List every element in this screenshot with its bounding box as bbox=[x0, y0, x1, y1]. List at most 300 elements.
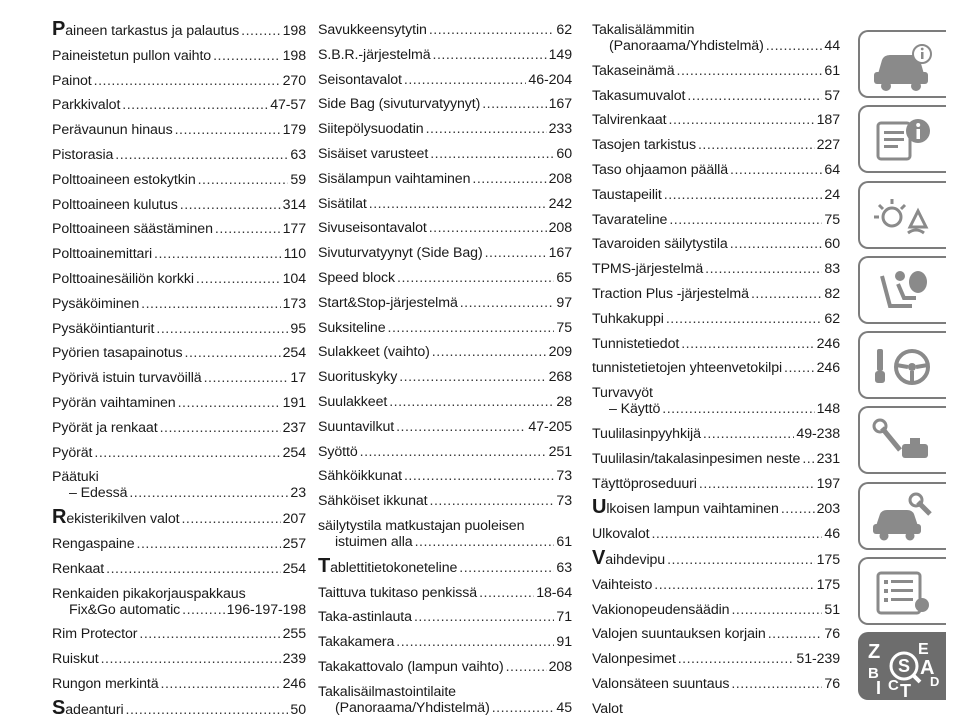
dot-leader bbox=[698, 137, 815, 153]
index-entry[interactable] bbox=[592, 212, 840, 228]
page-number: 208 bbox=[548, 220, 572, 237]
index-entry[interactable] bbox=[52, 296, 306, 312]
page-number: 44 bbox=[824, 38, 840, 54]
index-entry[interactable] bbox=[318, 344, 572, 360]
index-entry[interactable] bbox=[592, 626, 840, 642]
index-entry-label: Polttoainemittari bbox=[52, 246, 153, 263]
index-column-3 bbox=[592, 22, 840, 717]
index-entry-label: Savukkeensytytin bbox=[318, 22, 427, 38]
index-entry[interactable] bbox=[592, 496, 840, 519]
index-heading-label: säilytystila matkustajan puoleisen bbox=[318, 517, 525, 534]
index-heading[interactable] bbox=[52, 469, 306, 485]
index-entry[interactable] bbox=[318, 394, 572, 410]
page-number: 237 bbox=[282, 419, 306, 436]
page-number: 231 bbox=[816, 450, 840, 467]
page-number: 173 bbox=[282, 295, 306, 312]
index-entry[interactable] bbox=[318, 245, 572, 261]
index-entry[interactable] bbox=[318, 369, 572, 385]
page-number: 251 bbox=[548, 443, 572, 460]
index-entry[interactable] bbox=[592, 602, 840, 618]
index-entry[interactable] bbox=[318, 700, 572, 716]
index-entry[interactable] bbox=[318, 444, 572, 460]
page-number: 167 bbox=[548, 245, 572, 262]
index-entry[interactable] bbox=[52, 445, 306, 461]
dot-leader bbox=[154, 246, 282, 262]
index-entry-label-rest: aineen tarkastus ja palautus bbox=[65, 23, 240, 39]
dot-leader bbox=[139, 626, 280, 642]
index-entry-label: Tasojen tarkistus bbox=[592, 137, 696, 154]
info-icon bbox=[860, 107, 946, 171]
page-number: 71 bbox=[556, 609, 572, 626]
index-entry[interactable] bbox=[52, 18, 306, 40]
index-entry-label: Polttoainesäiliön korkki bbox=[52, 270, 194, 287]
page-number: 175 bbox=[816, 576, 840, 593]
page-number: 76 bbox=[824, 626, 840, 643]
index-entry[interactable] bbox=[318, 320, 572, 336]
dot-leader bbox=[175, 122, 281, 138]
index-heading-label: Turvavyöt bbox=[592, 385, 653, 402]
page-number: 45 bbox=[556, 699, 572, 716]
index-icon bbox=[860, 634, 946, 698]
index-entry-label: Sähköikkunat bbox=[318, 468, 402, 485]
index-entry-label: – Edessä bbox=[69, 485, 128, 502]
tab-steering-wheel[interactable] bbox=[858, 331, 946, 399]
index-entry[interactable] bbox=[318, 493, 572, 509]
index-entry[interactable] bbox=[318, 22, 572, 38]
index-entry[interactable] bbox=[592, 526, 840, 542]
dot-leader bbox=[182, 602, 224, 618]
dot-leader bbox=[215, 221, 281, 237]
dot-leader bbox=[667, 552, 815, 568]
page-number: 75 bbox=[556, 319, 572, 336]
dot-leader bbox=[730, 162, 822, 178]
page-number: 51-239 bbox=[796, 651, 840, 668]
index-entry[interactable] bbox=[52, 696, 306, 719]
page-number: 23 bbox=[290, 485, 306, 502]
dot-leader bbox=[161, 676, 281, 692]
wrench-car-icon bbox=[860, 484, 946, 548]
index-entry-label: Vaihteisto bbox=[592, 576, 653, 593]
index-entry-label: Taittuva tukitaso penkissä bbox=[318, 584, 478, 601]
index-entry[interactable] bbox=[592, 38, 840, 54]
page-number: 60 bbox=[556, 145, 572, 162]
dot-leader bbox=[669, 212, 822, 228]
index-heading[interactable] bbox=[592, 701, 840, 717]
index-entry-label: Tuhkakuppi bbox=[592, 310, 664, 327]
dot-leader bbox=[180, 197, 281, 213]
index-entry-label: Ruiskut bbox=[52, 651, 99, 668]
index-entry[interactable] bbox=[52, 197, 306, 213]
dot-leader bbox=[429, 220, 547, 236]
index-letter: S bbox=[898, 656, 911, 677]
dot-leader bbox=[369, 196, 547, 212]
index-entry[interactable] bbox=[592, 546, 840, 569]
dot-leader bbox=[705, 261, 822, 277]
page-number: 196-197-198 bbox=[226, 601, 306, 618]
specifications-icon bbox=[860, 559, 946, 623]
index-heading-label: Takalisälämmitin bbox=[592, 22, 695, 38]
section-initial-letter: P bbox=[52, 18, 66, 40]
page-number: 198 bbox=[282, 47, 306, 64]
dot-leader bbox=[664, 187, 823, 203]
index-entry[interactable] bbox=[52, 485, 306, 501]
index-entry-label: Parkkivalot bbox=[52, 97, 121, 114]
index-entry-label: Rengaspaine bbox=[52, 535, 135, 552]
page-number: 47-57 bbox=[270, 97, 306, 114]
index-entry[interactable] bbox=[592, 577, 840, 593]
page-number: 257 bbox=[282, 535, 306, 552]
index-entry-label-rest: aihdevipu bbox=[605, 551, 666, 568]
page-number: 197 bbox=[816, 475, 840, 492]
dot-leader bbox=[204, 370, 289, 386]
index-entry-label: istuimen alla bbox=[335, 533, 413, 550]
index-entry[interactable] bbox=[318, 295, 572, 311]
page-number: 17 bbox=[290, 370, 306, 387]
page-number: 51 bbox=[824, 601, 840, 618]
index-heading[interactable] bbox=[592, 385, 840, 401]
dot-leader bbox=[389, 394, 554, 410]
dot-leader bbox=[397, 270, 554, 286]
dot-leader bbox=[662, 401, 814, 417]
index-entry[interactable] bbox=[318, 72, 572, 88]
page-number: 60 bbox=[824, 236, 840, 253]
index-entry[interactable] bbox=[592, 286, 840, 302]
index-entry-label: Tuulilasin/takalasinpesimen neste bbox=[592, 450, 801, 467]
index-letter: Z bbox=[868, 641, 881, 664]
page-number: 59 bbox=[290, 171, 306, 188]
index-entry-label: Taustapeilit bbox=[592, 186, 662, 203]
index-entry-label bbox=[592, 496, 779, 519]
index-entry[interactable] bbox=[592, 476, 840, 492]
index-entry[interactable] bbox=[592, 137, 840, 153]
index-entry[interactable] bbox=[592, 451, 840, 467]
tab-specifications[interactable] bbox=[858, 557, 946, 625]
index-entry-label bbox=[592, 546, 666, 569]
dot-leader bbox=[178, 395, 281, 411]
index-entry-label: Sivuseisontavalot bbox=[318, 220, 427, 237]
dot-leader bbox=[703, 426, 795, 442]
dot-leader bbox=[677, 63, 823, 79]
index-entry[interactable] bbox=[52, 97, 306, 113]
dot-leader bbox=[241, 23, 281, 39]
index-entry[interactable] bbox=[318, 146, 572, 162]
index-entry-label bbox=[52, 506, 180, 529]
index-entry[interactable] bbox=[318, 419, 572, 435]
index-entry-label: Takasumuvalot bbox=[592, 87, 686, 104]
page-number: 83 bbox=[824, 261, 840, 278]
page-number: 61 bbox=[556, 533, 572, 550]
dot-leader bbox=[784, 360, 815, 376]
dot-leader bbox=[360, 444, 547, 460]
index-entry[interactable] bbox=[52, 221, 306, 237]
page-number: 65 bbox=[556, 269, 572, 286]
page-number: 75 bbox=[824, 211, 840, 228]
dot-leader bbox=[781, 501, 815, 517]
index-column-2 bbox=[318, 22, 572, 725]
index-entry-label: Suorituskyky bbox=[318, 369, 398, 386]
index-entry[interactable] bbox=[592, 676, 840, 692]
dot-leader bbox=[185, 345, 281, 361]
tab-tools[interactable] bbox=[858, 406, 946, 474]
dot-leader bbox=[399, 369, 546, 385]
index-entry[interactable] bbox=[592, 336, 840, 352]
index-entry-label: Siitepölysuodatin bbox=[318, 121, 424, 138]
index-entry-label: Tuulilasinpyyhkijä bbox=[592, 425, 701, 442]
tab-warning-lights[interactable] bbox=[858, 181, 946, 249]
index-entry[interactable] bbox=[318, 554, 572, 577]
dot-leader bbox=[766, 38, 823, 54]
dot-leader bbox=[802, 451, 814, 467]
index-entry[interactable] bbox=[52, 271, 306, 287]
index-entry[interactable] bbox=[592, 360, 840, 376]
index-entry[interactable] bbox=[318, 659, 572, 675]
index-entry[interactable] bbox=[52, 48, 306, 64]
index-entry-label bbox=[52, 696, 124, 719]
dot-leader bbox=[666, 311, 823, 327]
tab-alphabetical-index[interactable] bbox=[858, 632, 946, 700]
dot-leader bbox=[678, 651, 795, 667]
steering-wheel-icon bbox=[860, 333, 946, 397]
index-letter: B bbox=[868, 665, 879, 683]
index-entry[interactable] bbox=[52, 172, 306, 188]
dot-leader bbox=[433, 47, 547, 63]
dot-leader bbox=[426, 121, 547, 137]
index-entry[interactable] bbox=[52, 395, 306, 411]
index-heading[interactable] bbox=[592, 22, 840, 38]
page-number: 167 bbox=[548, 96, 572, 113]
index-entry[interactable] bbox=[52, 321, 306, 337]
index-entry[interactable] bbox=[52, 246, 306, 262]
index-entry-label: Pyörivä istuin turvavöillä bbox=[52, 370, 202, 387]
index-entry-label: Valonpesimet bbox=[592, 651, 676, 668]
tab-wrench-car[interactable] bbox=[858, 482, 946, 550]
index-entry-label: – Käyttö bbox=[609, 401, 661, 418]
index-entry[interactable] bbox=[318, 171, 572, 187]
index-entry[interactable] bbox=[318, 468, 572, 484]
index-entry[interactable] bbox=[318, 634, 572, 650]
dot-leader bbox=[730, 236, 823, 252]
index-entry-label: Valonsäteen suuntaus bbox=[592, 675, 730, 692]
page-number: 207 bbox=[282, 511, 306, 528]
index-entry-label: Pyörät ja renkaat bbox=[52, 419, 158, 436]
index-entry[interactable] bbox=[318, 534, 572, 550]
index-entry-label-rest: ablettitietokoneteline bbox=[330, 559, 458, 576]
dot-leader bbox=[669, 112, 815, 128]
chapter-tabs-sidebar bbox=[858, 30, 946, 708]
index-entry-label: TPMS-järjestelmä bbox=[592, 261, 704, 278]
dot-leader bbox=[106, 561, 280, 577]
page-number: 28 bbox=[556, 393, 572, 410]
index-heading[interactable] bbox=[318, 518, 572, 534]
page-number: 50 bbox=[290, 701, 306, 718]
dot-leader bbox=[482, 96, 546, 112]
page-number: 62 bbox=[824, 310, 840, 327]
index-entry[interactable] bbox=[318, 220, 572, 236]
index-entry-label: S.B.R.-järjestelmä bbox=[318, 46, 431, 63]
dot-leader bbox=[137, 536, 281, 552]
index-entry[interactable] bbox=[318, 270, 572, 286]
index-entry-label: Pyörien tasapainotus bbox=[52, 345, 183, 362]
index-entry[interactable] bbox=[318, 609, 572, 625]
dot-leader bbox=[94, 445, 280, 461]
index-entry-label: Valojen suuntauksen korjain bbox=[592, 626, 766, 643]
index-entry[interactable] bbox=[318, 196, 572, 212]
page-number: 246 bbox=[816, 360, 840, 377]
index-letter: T bbox=[900, 681, 911, 699]
page-number: 73 bbox=[556, 468, 572, 485]
index-heading-label: Valot bbox=[592, 700, 623, 717]
index-entry-label: Rungon merkintä bbox=[52, 675, 159, 692]
page-number: 63 bbox=[290, 146, 306, 163]
index-entry[interactable] bbox=[592, 112, 840, 128]
index-heading[interactable] bbox=[52, 586, 306, 602]
dot-leader bbox=[404, 72, 527, 88]
index-entry-label: Fix&Go automatic bbox=[69, 601, 181, 618]
index-column-1 bbox=[52, 18, 306, 727]
page-number: 233 bbox=[548, 121, 572, 138]
index-entry-label: Polttoaineen säästäminen bbox=[52, 221, 213, 238]
index-entry[interactable] bbox=[52, 676, 306, 692]
index-entry-label: Painot bbox=[52, 72, 92, 89]
index-entry[interactable] bbox=[52, 345, 306, 361]
tab-airbag-seat[interactable] bbox=[858, 256, 946, 324]
index-entry[interactable] bbox=[592, 88, 840, 104]
index-entry[interactable] bbox=[52, 561, 306, 577]
index-entry[interactable] bbox=[592, 261, 840, 277]
dot-leader bbox=[141, 296, 281, 312]
dot-leader bbox=[654, 577, 814, 593]
index-entry[interactable] bbox=[52, 370, 306, 386]
dot-leader bbox=[429, 22, 555, 38]
index-entry[interactable] bbox=[592, 311, 840, 327]
page-number: 246 bbox=[282, 675, 306, 692]
dot-leader bbox=[404, 468, 554, 484]
page-number: 254 bbox=[282, 345, 306, 362]
page-number: 49-238 bbox=[796, 425, 840, 442]
index-entry-label: Pyörät bbox=[52, 444, 93, 461]
page-number: 203 bbox=[816, 501, 840, 518]
index-entry-label: Taka-astinlauta bbox=[318, 609, 412, 626]
page-number: 97 bbox=[556, 294, 572, 311]
index-entry[interactable] bbox=[52, 602, 306, 618]
index-entry-label: Rim Protector bbox=[52, 626, 138, 643]
page-number: 24 bbox=[824, 186, 840, 203]
page-number: 61 bbox=[824, 62, 840, 79]
page-number: 239 bbox=[282, 651, 306, 668]
index-entry[interactable] bbox=[592, 651, 840, 667]
index-entry[interactable] bbox=[592, 426, 840, 442]
index-entry-label: Takakamera bbox=[318, 634, 395, 651]
index-entry-label: Polttoaineen estokytkin bbox=[52, 171, 196, 188]
page-number: 270 bbox=[282, 72, 306, 89]
index-entry[interactable] bbox=[592, 236, 840, 252]
page-number: 76 bbox=[824, 675, 840, 692]
dot-leader bbox=[129, 485, 288, 501]
page-number: 104 bbox=[282, 270, 306, 287]
page-number: 110 bbox=[283, 246, 306, 263]
dot-leader bbox=[213, 48, 281, 64]
index-entry-label: Takakattovalo (lampun vaihto) bbox=[318, 658, 504, 675]
dot-leader bbox=[430, 493, 555, 509]
dot-leader bbox=[460, 295, 555, 311]
index-entry[interactable] bbox=[52, 651, 306, 667]
index-entry[interactable] bbox=[52, 536, 306, 552]
section-initial-letter: T bbox=[318, 554, 331, 577]
page-number: 177 bbox=[282, 221, 306, 238]
index-letter: E bbox=[918, 641, 929, 659]
index-entry[interactable] bbox=[52, 122, 306, 138]
dot-leader bbox=[768, 626, 823, 642]
dot-leader bbox=[122, 97, 268, 113]
index-entry-label: Suuntavilkut bbox=[318, 418, 395, 435]
index-heading[interactable] bbox=[318, 684, 572, 700]
index-entry-label: Pyörän vaihtaminen bbox=[52, 394, 176, 411]
page-number: 227 bbox=[816, 137, 840, 154]
index-entry[interactable] bbox=[592, 401, 840, 417]
dot-leader bbox=[160, 420, 281, 436]
index-entry[interactable] bbox=[52, 506, 306, 529]
dot-leader bbox=[479, 585, 534, 601]
index-entry-label bbox=[318, 554, 458, 577]
dot-leader bbox=[101, 651, 281, 667]
index-entry[interactable] bbox=[318, 47, 572, 63]
index-entry-label: Vakionopeudensäädin bbox=[592, 601, 730, 618]
index-entry[interactable] bbox=[592, 63, 840, 79]
dot-leader bbox=[415, 534, 555, 550]
page-number: 242 bbox=[548, 195, 572, 212]
page-number: 314 bbox=[282, 196, 306, 213]
index-entry-label: Tunnistetiedot bbox=[592, 335, 680, 352]
index-entry-label: Talvirenkaat bbox=[592, 112, 667, 129]
index-entry[interactable] bbox=[592, 187, 840, 203]
page-number: 191 bbox=[282, 394, 306, 411]
tab-info[interactable] bbox=[858, 105, 946, 173]
index-entry-label: Sulakkeet (vaihto) bbox=[318, 344, 430, 361]
section-initial-letter: U bbox=[592, 496, 607, 519]
index-entry-label: Sähköiset ikkunat bbox=[318, 493, 428, 510]
index-letter: D bbox=[930, 674, 940, 690]
section-initial-letter: R bbox=[52, 506, 67, 529]
index-entry[interactable] bbox=[318, 96, 572, 112]
dot-leader bbox=[388, 320, 555, 336]
index-entry[interactable] bbox=[52, 420, 306, 436]
index-entry[interactable] bbox=[52, 73, 306, 89]
page-number: 268 bbox=[548, 369, 572, 386]
page-number: 18-64 bbox=[536, 584, 572, 601]
index-entry-label: Polttoaineen kulutus bbox=[52, 196, 178, 213]
index-entry[interactable] bbox=[318, 121, 572, 137]
dot-leader bbox=[687, 88, 822, 104]
index-entry-label: Tavarateline bbox=[592, 211, 668, 228]
page-number: 175 bbox=[816, 551, 840, 568]
page-number: 255 bbox=[282, 626, 306, 643]
index-entry[interactable] bbox=[52, 626, 306, 642]
index-entry[interactable] bbox=[592, 162, 840, 178]
dot-leader bbox=[699, 476, 815, 492]
index-entry-label bbox=[52, 18, 240, 40]
dot-leader bbox=[731, 602, 822, 618]
dot-leader bbox=[751, 286, 822, 302]
tab-car-info[interactable] bbox=[858, 30, 946, 98]
index-entry[interactable] bbox=[52, 147, 306, 163]
page-number: 149 bbox=[548, 46, 572, 63]
index-entry-label-rest: ekisterikilven valot bbox=[66, 511, 180, 528]
index-letter: A bbox=[920, 657, 935, 680]
index-entry[interactable] bbox=[318, 585, 572, 601]
page-number: 64 bbox=[824, 161, 840, 178]
dot-leader bbox=[396, 634, 554, 650]
index-entry-label: Traction Plus -järjestelmä bbox=[592, 285, 749, 302]
